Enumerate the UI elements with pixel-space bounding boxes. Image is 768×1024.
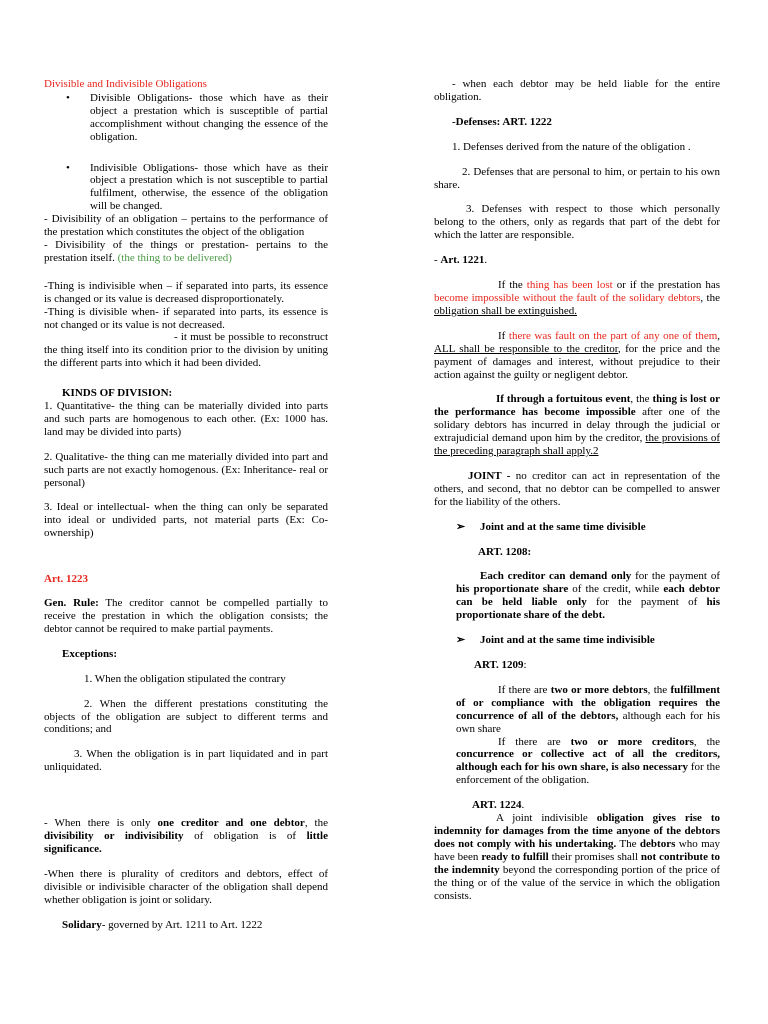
defense-1: 1. Defenses derived from the nature of the obligation . — [452, 140, 691, 153]
bullet-icon: • — [66, 91, 70, 104]
art-1208-body: Each creditor can demand only for the payment of his proportionate share of the credit, while each debtor can be held liable only for the payment of his proportionate share of the debt. — [456, 570, 721, 622]
plurality: -When there is plurality of creditors and debtors, effect of divisible or indivisible character of the obligation shall depend whether obligation is joint or solidary. — [44, 867, 328, 906]
art-1209-heading: ART. 1209: — [474, 659, 527, 671]
each-debtor-liable: - when each debtor may be held liable for the entire obligation. — [434, 78, 720, 103]
exceptions-heading: Exceptions: — [62, 647, 117, 660]
art-1221-para-3: If through a fortuitous event, the thing is lost or the performance has become impossible after one of the solidary debtors has incurred in delay through the judicial or extrajudicial demand upon him by the creditor, the provisions of the preceding paragraph shall apply.2 — [434, 393, 720, 458]
art-1208-heading: ART. 1208: — [478, 545, 532, 558]
art-1224-heading: ART. 1224. — [472, 799, 525, 812]
bullet-text: Indivisible Obligations- those which have as their object a prestation which is not susceptible to partial fulfilment, otherwise, the essence of the obligation will be changed. — [90, 161, 328, 213]
right-column — [434, 78, 720, 902]
thing-indivisible: -Thing is indivisible when – if separated into parts, its essence is changed or its value is decreased disproportionately. — [44, 279, 328, 305]
art-1223-heading: Art. 1223 — [44, 573, 88, 586]
solidary-line: Solidary- governed by Art. 1211 to Art. 1222 — [62, 918, 263, 931]
art-1224-body: A joint indivisible obligation gives rise to indemnity for damages from the time anyone of the debtors does not comply with his undertaking. The debtors who may have been ready to fulfill their promises shall not contribute to the indemnity beyond the corresponding portion of the price of the thing or of the value of the service in which the obligation consists. — [434, 812, 721, 902]
kind-qualitative: 2. Qualitative- the thing can me materially divided into part and such parts are not exactly homogenous. (Ex: Inheritance- real or personal) — [44, 450, 328, 489]
general-rule: Gen. Rule: The creditor cannot be compelled partially to receive the prestation in which the obligation consists; the debtor cannot be required to make partial payments. — [44, 597, 328, 635]
art-1209-body-2: If there are two or more creditors, the concurrence or collective act of all the creditors, although each for his own share, is also necessary for the enforcement of the obligation. — [456, 735, 721, 787]
thing-divisible: -Thing is divisible when- if separated into parts, its essence is not changed or its value is not decreased. — [44, 305, 328, 331]
section-title: Divisible and Indivisible Obligations — [44, 78, 207, 90]
must-be-possible: - it must be possible to reconstruct the thing itself into its condition prior to the division by uniting the different parts into which it had been divided. — [44, 331, 328, 370]
exception-1: 1. When the obligation stipulated the contrary — [84, 672, 286, 685]
joint-definition: JOINT - no creditor can act in representation of the others, and second, that no debtor can be compelled to answer for the liability of the others. — [434, 469, 720, 508]
bullet-item — [44, 92, 328, 144]
defense-2: 2. Defenses that are personal to him, or pertain to his own share. — [434, 165, 720, 191]
joint-indivisible-heading: ➢ Joint and at the same time indivisible — [456, 634, 655, 647]
left-column — [44, 78, 328, 932]
one-creditor-debtor: - When there is only one creditor and one debtor, the divisibility or indivisibility of obligation is of little significance. — [44, 817, 328, 855]
bullet-icon: • — [66, 161, 70, 174]
divisibility-obligation: - Divisibility of an obligation – pertains to the performance of the prestation which constitutes the object of the obligation — [44, 213, 328, 239]
arrow-icon: ➢ — [456, 520, 466, 533]
bullet-item — [44, 162, 328, 214]
defense-3: 3. Defenses with respect to those which personally belong to the others, only as regards that part of the debt for which the latter are responsible. — [434, 203, 720, 242]
joint-divisible-heading: ➢ Joint and at the same time divisible — [456, 520, 646, 533]
divisibility-thing: - Divisibility of the things or prestation- pertains to the prestation itself. (the thing to be delivered) — [44, 238, 328, 264]
thing-note: (the thing to be delivered) — [117, 251, 232, 264]
defenses-heading: -Defenses: ART. 1222 — [452, 115, 552, 128]
kind-ideal: 3. Ideal or intellectual- when the thing can only be separated into ideal or undivided parts, not material parts (Ex: Co-ownership) — [44, 501, 328, 540]
art-1221-heading: - Art. 1221. — [434, 254, 488, 267]
kinds-title: KINDS OF DIVISION: — [62, 387, 173, 400]
art-1209-body-1: If there are two or more debtors, the fulfillment of or compliance with the obligation requires the concurrence of all of the debtors, although each for his own share — [456, 683, 720, 735]
exception-2: 2. When the different prestations constituting the objects of the obligation are subject to different terms and conditions; and — [44, 697, 328, 736]
art-1221-para-1: If the thing has been lost or if the prestation has become impossible without the fault of the solidary debtors, the obligation shall be extinguished. — [434, 279, 721, 317]
kind-quantitative: 1. Quantitative- the thing can be materially divided into parts and such parts are homogenous to each other. (Ex: 1000 has. land may be divided into parts) — [44, 400, 328, 438]
exception-3: 3. When the obligation is in part liquidated and in part unliquidated. — [44, 748, 328, 774]
bullet-text: Divisible Obligations- those which have as their object a prestation which is susceptible of partial accomplishment without changing the essence of the obligation. — [90, 91, 328, 143]
art-1221-para-2: If there was fault on the part of any one of them, ALL shall be responsible to the creditor, for the price and the payment of damages and interest, without prejudice to their action against the guilty or negligent debtor. — [434, 329, 721, 381]
arrow-icon: ➢ — [456, 634, 466, 647]
